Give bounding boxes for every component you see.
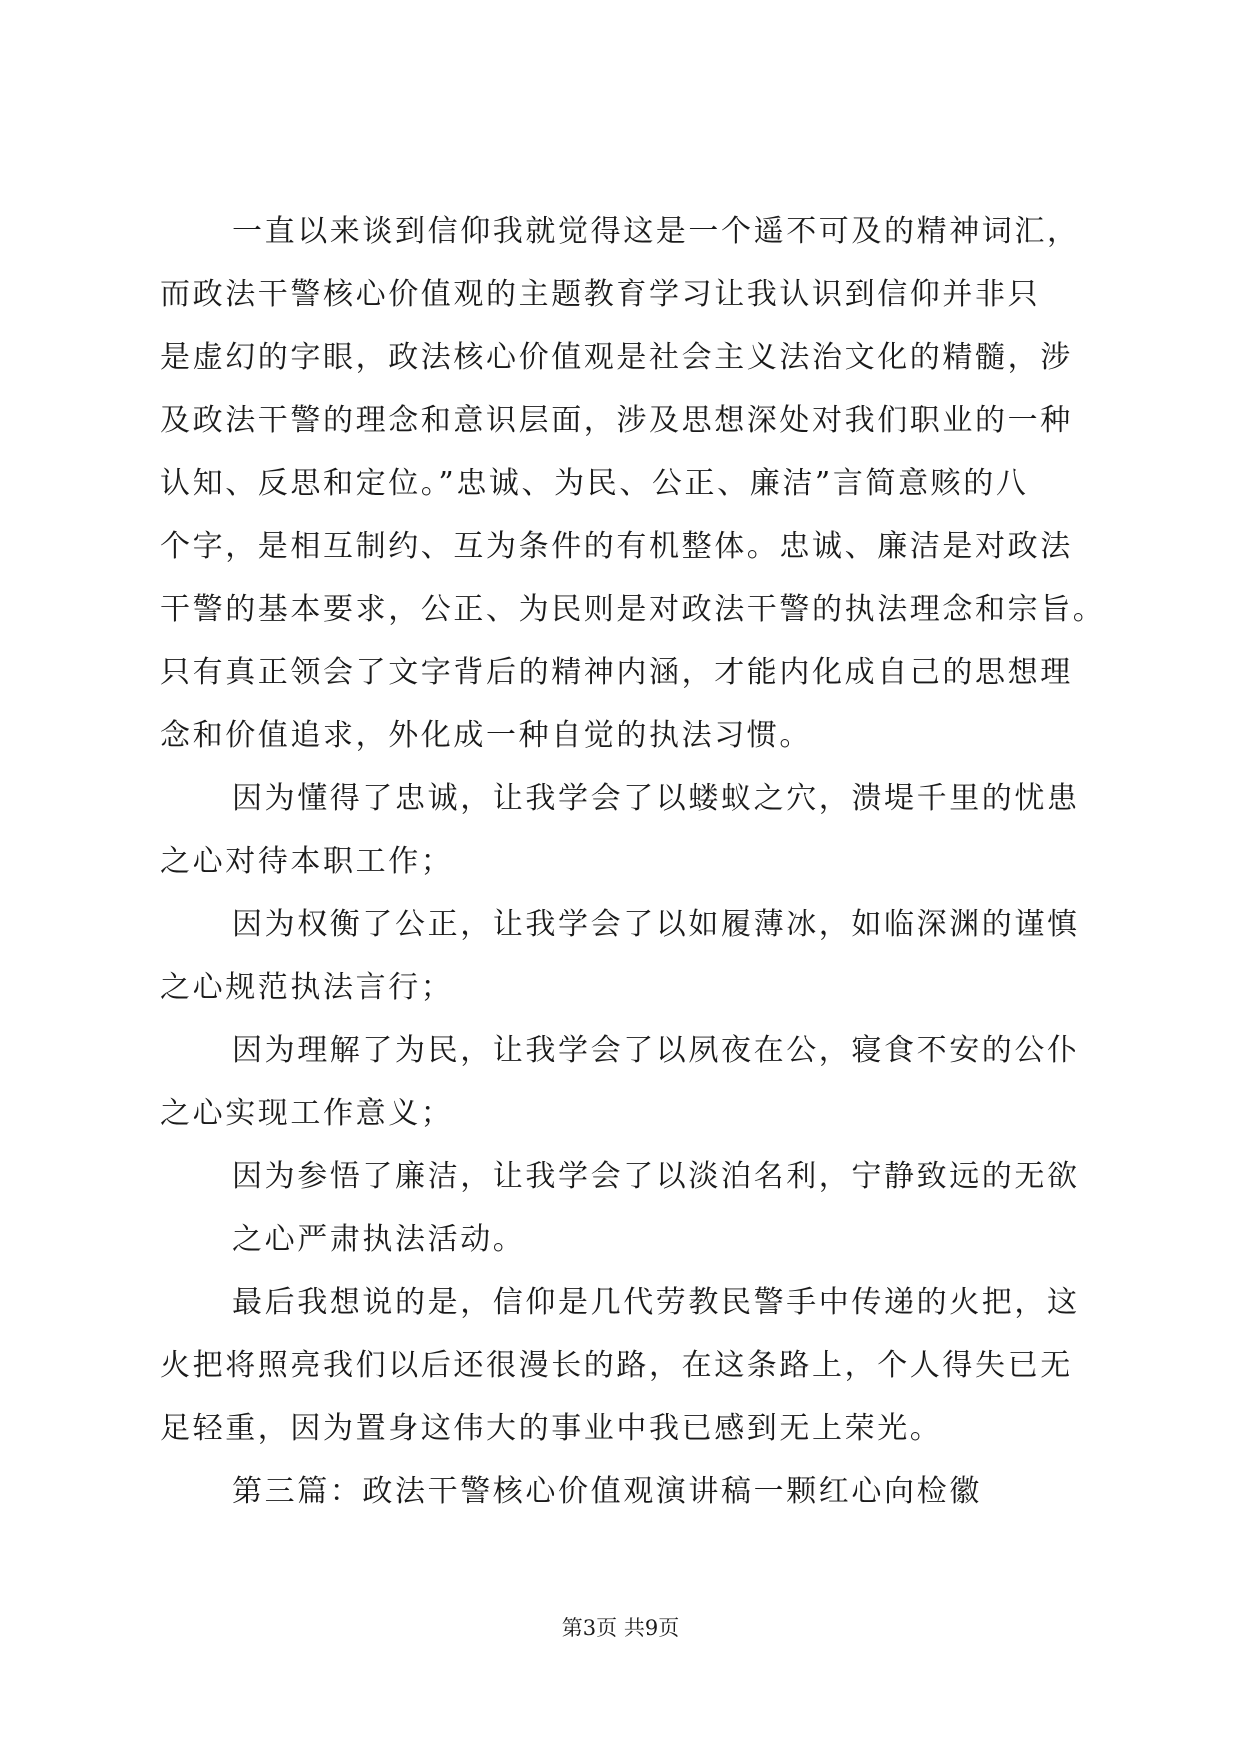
text-line: 因为懂得了忠诚，让我学会了以蝼蚁之穴，溃堤千里的忧患: [232, 781, 1080, 816]
text-line: 个字，是相互制约、互为条件的有机整体。忠诚、廉洁是对政法: [160, 529, 1073, 564]
text-line: 最后我想说的是，信仰是几代劳教民警手中传递的火把，这: [232, 1285, 1080, 1320]
text-line: 只有真正领会了文字背后的精神内涵，才能内化成自己的思想理: [160, 655, 1073, 690]
text-line: 之心对待本职工作；: [160, 844, 454, 879]
text-line: 之心规范执法言行；: [160, 970, 454, 1005]
text-line: 之心严肃执法活动。: [232, 1222, 526, 1257]
text-line: 认知、反思和定位。”忠诚、为民、公正、廉洁”言简意赅的八: [160, 466, 1029, 501]
text-line: 之心实现工作意义；: [160, 1096, 454, 1131]
text-line: 因为参悟了廉洁，让我学会了以淡泊名利，宁静致远的无欲: [232, 1159, 1080, 1194]
text-line: 干警的基本要求，公正、为民则是对政法干警的执法理念和宗旨。: [160, 592, 1106, 627]
text-line: 是虚幻的字眼，政法核心价值观是社会主义法治文化的精髓，涉: [160, 340, 1073, 375]
text-line: 一直以来谈到信仰我就觉得这是一个遥不可及的精神词汇，: [232, 214, 1080, 249]
text-line: 因为理解了为民，让我学会了以夙夜在公，寝食不安的公仆: [232, 1033, 1080, 1068]
text-line: 念和价值追求，外化成一种自觉的执法习惯。: [160, 718, 812, 753]
text-line: 火把将照亮我们以后还很漫长的路，在这条路上，个人得失已无: [160, 1348, 1073, 1383]
text-line: 而政法干警核心价值观的主题教育学习让我认识到信仰并非只: [160, 277, 1041, 312]
section-heading: 第三篇：政法干警核心价值观演讲稿一颗红心向检徽: [232, 1474, 982, 1509]
document-body: [160, 200, 1106, 1523]
text-line: 足轻重，因为置身这伟大的事业中我已感到无上荣光。: [160, 1411, 943, 1446]
page-number-footer: 第3页 共9页: [561, 1616, 680, 1640]
text-line: 及政法干警的理念和意识层面，涉及思想深处对我们职业的一种: [160, 403, 1073, 438]
text-line: 因为权衡了公正，让我学会了以如履薄冰，如临深渊的谨慎: [232, 907, 1080, 942]
